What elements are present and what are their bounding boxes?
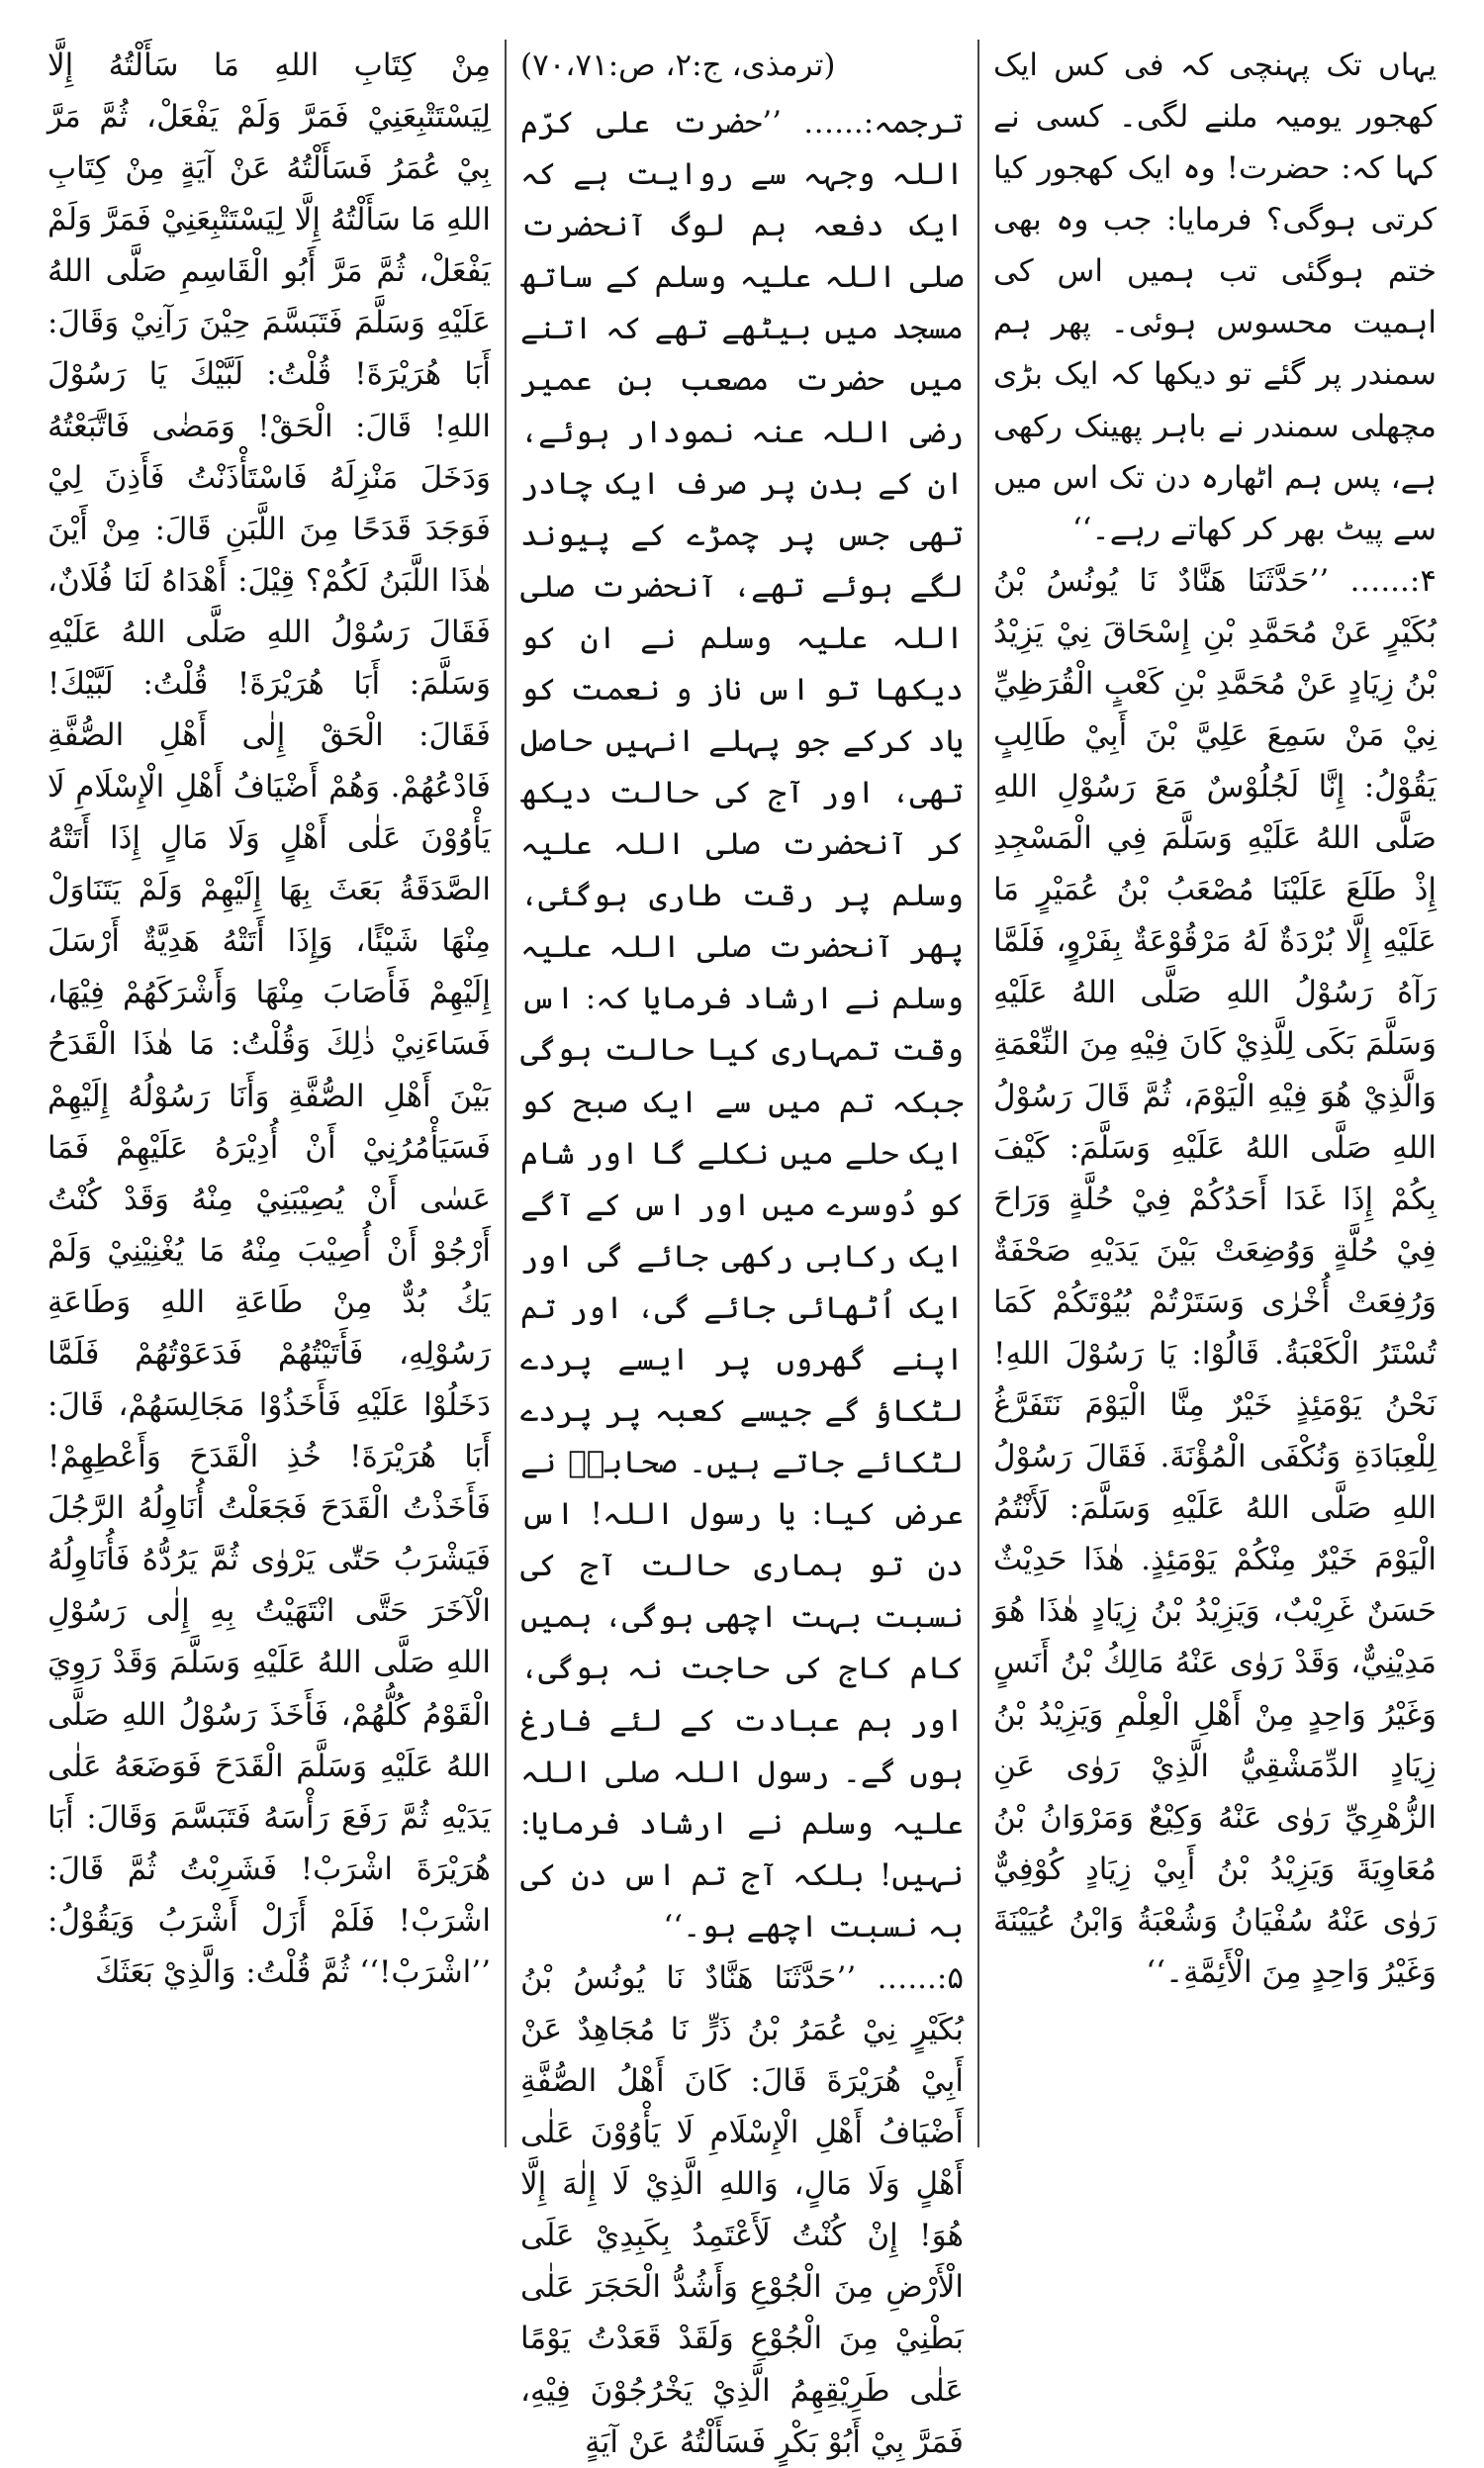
column-right bbox=[979, 40, 1450, 2147]
column-divider bbox=[977, 40, 979, 2147]
hadith-text: ۴:...… ’’حَدَّثَنَا هَنَّادٌ نَا يُونُسُ بْنُ بُكَيْرٍ عَنْ مُحَمَّدِ بْنِ إِسْحَاقَ نِيْ يَزِيْدُ بْنُ زِيَادٍ عَنْ مُحَمَّدِ بْنِ كَعْبٍ الْقُرَظِيِّ نِيْ مَنْ سَمِعَ عَلِيَّ بْنَ أَبِيْ طَالِبٍ يَقُوْلُ: إِنَّا لَجُلُوْسٌ مَعَ رَسُوْلِ اللهِ صَلَّى اللهُ عَلَيْهِ وَسَلَّمَ فِي الْمَسْجِدِ إِذْ طَلَعَ عَلَيْنَا مُصْعَبُ بْنُ عُمَيْرٍ مَا عَلَيْهِ إِلَّا بُرْدَةٌ لَهُ مَرْقُوْعَةٌ بِفَرْوٍ، فَلَمَّا رَآهُ رَسُوْلُ اللهِ صَلَّى اللهُ عَلَيْهِ وَسَلَّمَ بَكَى لِلَّذِيْ كَانَ فِيْهِ مِنَ النِّعْمَةِ وَالَّذِيْ هُوَ فِيْهِ الْيَوْمَ، ثُمَّ قَالَ رَسُوْلُ اللهِ صَلَّى اللهُ عَلَيْهِ وَسَلَّمَ: كَيْفَ بِكُمْ إِذَا غَدَا أَحَدُكُمْ فِيْ حُلَّةٍ وَرَاحَ فِيْ حُلَّةٍ وَوُضِعَتْ بَيْنَ يَدَيْهِ صَحْفَةٌ وَرُفِعَتْ أُخْرٰى وَسَتَرْتُمْ بُيُوْتَكُمْ كَمَا تُسْتَرُ الْكَعْبَةُ. قَالُوْا: يَا رَسُوْلَ اللهِ! نَحْنُ يَوْمَئِذٍ خَيْرٌ مِنَّا الْيَوْمَ نَتَفَرَّغُ لِلْعِبَادَةِ وَنُكْفَى الْمُؤْنَةَ. فَقَالَ رَسُوْلُ اللهِ صَلَّى اللهُ عَلَيْهِ وَسَلَّمَ: لَأَنْتُمُ الْيَوْمَ خَيْرٌ مِنْكُمْ يَوْمَئِذٍ. هٰذَا حَدِيْثٌ حَسَنٌ غَرِيْبٌ، وَيَزِيْدُ بْنُ زِيَادٍ هٰذَا هُوَ مَدِيْنِيٌّ، وَقَدْ رَوٰى عَنْهُ مَالِكُ بْنُ أَنَسٍ وَغَيْرُ وَاحِدٍ مِنْ أَهْلِ الْعِلْمِ وَيَزِيْدُ بْنُ زِيَادٍ الدِّمَشْقِيُّ الَّذِيْ رَوٰى عَنِ الزُّهْرِيِّ رَوٰى عَنْهُ وَكِيْعٌ وَمَرْوَانُ بْنُ مُعَاوِيَةَ وَيَزِيْدُ بْنُ أَبِيْ زِيَادٍ كُوْفِيٌّ رَوٰى عَنْهُ سُفْيَانُ وَشُعْبَةُ وَابْنُ عُيَيْنَةَ وَغَيْرُ وَاحِدٍ مِنَ الْأَئِمَّةِ۔‘‘ bbox=[993, 562, 1437, 1990]
column-left bbox=[34, 40, 505, 2147]
hadith-text: ۵:...… ’’حَدَّثَنَا هَنَّادٌ نَا يُونُسُ بْنُ بُكَيْرٍ نِيْ عُمَرُ بْنُ ذَرٍّ نَا مُجَاهِدٌ عَنْ أَبِيْ هُرَيْرَةَ قَالَ: كَانَ أَهْلُ الصُّفَّةِ أَضْيَافُ أَهْلِ الْإِسْلَامِ لَا يَأْوُوْنَ عَلٰى أَهْلٍ وَلَا مَالٍ، وَاللهِ الَّذِيْ لَا إِلٰهَ إِلَّا هُوَ! إِنْ كُنْتُ لَأَعْتَمِدُ بِكَبِدِيْ عَلَى الْأَرْضِ مِنَ الْجُوْعِ وَأَشُدُّ الْحَجَرَ عَلٰى بَطْنِيْ مِنَ الْجُوْعِ وَلَقَدْ قَعَدْتُ يَوْمًا عَلٰى طَرِيْقِهِمُ الَّذِيْ يَخْرُجُوْنَ فِيْهِ، فَمَرَّ بِيْ أَبُوْ بَكْرٍ فَسَأَلْتُهُ عَنْ آيَةٍ bbox=[520, 1959, 964, 2460]
reference-citation: (ترمذی، ج:۲، ص:۷۰،۷۱) bbox=[520, 47, 836, 83]
hadith-text: مِنْ كِتَابِ اللهِ مَا سَأَلْتُهُ إِلَّا لِيَسْتَتْبِعَنِيْ فَمَرَّ وَلَمْ يَفْعَلْ، ثُمَّ مَرَّ بِيْ عُمَرُ فَسَأَلْتُهُ عَنْ آيَةٍ مِنْ كِتَابِ اللهِ مَا سَأَلْتُهُ إِلَّا لِيَسْتَتْبِعَنِيْ فَمَرَّ وَلَمْ يَفْعَلْ، ثُمَّ مَرَّ أَبُو الْقَاسِمِ صَلَّى اللهُ عَلَيْهِ وَسَلَّمَ فَتَبَسَّمَ حِيْنَ رَآنِيْ وَقَالَ: أَبَا هُرَيْرَةَ! قُلْتُ: لَبَّيْكَ يَا رَسُوْلَ اللهِ! قَالَ: الْحَقْ! وَمَضٰى فَاتَّبَعْتُهُ وَدَخَلَ مَنْزِلَهُ فَاسْتَأْذَنْتُ فَأَذِنَ لِيْ فَوَجَدَ قَدَحًا مِنَ اللَّبَنِ قَالَ: مِنْ أَيْنَ هٰذَا اللَّبَنُ لَكُمْ؟ قِيْلَ: أَهْدَاهُ لَنَا فُلَانٌ، فَقَالَ رَسُوْلُ اللهِ صَلَّى اللهُ عَلَيْهِ وَسَلَّمَ: أَبَا هُرَيْرَةَ! قُلْتُ: لَبَّيْكَ! فَقَالَ: الْحَقْ إِلٰى أَهْلِ الصُّفَّةِ فَادْعُهُمْ. وَهُمْ أَضْيَافُ أَهْلِ الْإِسْلَامِ لَا يَأْوُوْنَ عَلٰى أَهْلٍ وَلَا مَالٍ إِذَا أَتَتْهُ الصَّدَقَةُ بَعَثَ بِهَا إِلَيْهِمْ وَلَمْ يَتَنَاوَلْ مِنْهَا شَيْئًا، وَإِذَا أَتَتْهُ هَدِيَّةٌ أَرْسَلَ إِلَيْهِمْ فَأَصَابَ مِنْهَا وَأَشْرَكَهُمْ فِيْهَا، فَسَاءَنِيْ ذٰلِكَ وَقُلْتُ: مَا هٰذَا الْقَدَحُ بَيْنَ أَهْلِ الصُّفَّةِ وَأَنَا رَسُوْلُهُ إِلَيْهِمْ فَسَيَأْمُرُنِيْ أَنْ أُدِيْرَهُ عَلَيْهِمْ فَمَا عَسٰى أَنْ يُصِيْبَنِيْ مِنْهُ وَقَدْ كُنْتُ أَرْجُوْ أَنْ أُصِيْبَ مِنْهُ مَا يُغْنِيْنِيْ وَلَمْ يَكُ بُدٌّ مِنْ طَاعَةِ اللهِ وَطَاعَةِ رَسُوْلِهِ، فَأَتَيْتُهُمْ فَدَعَوْتُهُمْ فَلَمَّا دَخَلُوْا عَلَيْهِ فَأَخَذُوْا مَجَالِسَهُمْ، قَالَ: أَبَا هُرَيْرَةَ! خُذِ الْقَدَحَ وَأَعْطِهِمْ! فَأَخَذْتُ الْقَدَحَ فَجَعَلْتُ أُنَاوِلُهُ الرَّجُلَ فَيَشْرَبُ حَتّٰى يَرْوٰى ثُمَّ يَرُدُّهُ فَأُنَاوِلُهُ الْآخَرَ حَتَّى انْتَهَيْتُ بِهِ إِلٰى رَسُوْلِ اللهِ صَلَّى اللهُ عَلَيْهِ وَسَلَّمَ وَقَدْ رَوِيَ الْقَوْمُ كُلُّهُمْ، فَأَخَذَ رَسُوْلُ اللهِ صَلَّى اللهُ عَلَيْهِ وَسَلَّمَ الْقَدَحَ فَوَضَعَهُ عَلٰى يَدَيْهِ ثُمَّ رَفَعَ رَأْسَهُ فَتَبَسَّمَ وَقَالَ: أَبَا هُرَيْرَةَ اشْرَبْ! فَشَرِبْتُ ثُمَّ قَالَ: اشْرَبْ! فَلَمْ أَزَلْ أَشْرَبُ وَيَقُوْلُ: ’’اشْرَبْ!‘‘ ثُمَّ قُلْتُ: وَالَّذِيْ بَعَثَكَ bbox=[47, 47, 491, 1990]
paragraph: یہاں تک پہنچی کہ فی کس ایک کھجور یومیہ ملنے لگی۔ کسی نے کہا کہ: حضرت! وہ ایک کھجور کیا کرتی ہوگی؟ فرمایا: جب وہ بھی ختم ہوگئی تب ہمیں اس کی اہمیت محسوس ہوئی۔ پھر ہم سمندر پر گئے تو دیکھا کہ ایک بڑی مچھلی سمندر نے باہر پھینک رکھی ہے، پس ہم اٹھارہ دن تک اس میں سے پیٹ بھر کر کھاتے رہے۔‘‘ bbox=[993, 47, 1437, 547]
translation-paragraph: ترجمہ:...… ’’حضرت علی کرّم اللہ وجہہ سے روایت ہے کہ ایک دفعہ ہم لوگ آنحضرت صلی اللہ علیہ وسلم کے ساتھ مسجد میں بیٹھے تھے کہ اتنے میں حضرت مصعب بن عمیر رضی اللہ عنہ نمودار ہوئے، ان کے بدن پر صرف ایک چادر تھی جس پر چمڑے کے پیوند لگے ہوئے تھے، آنحضرت صلی اللہ علیہ وسلم نے ان کو دیکھا تو اس ناز و نعمت کو یاد کرکے جو پہلے انہیں حاصل تھی، اور آج کی حالت دیکھ کر آنحضرت صلی اللہ علیہ وسلم پر رقت طاری ہوگئی، پھر آنحضرت صلی اللہ علیہ وسلم نے ارشاد فرمایا کہ: اس وقت تمہاری کیا حالت ہوگی جبکہ تم میں سے ایک صبح کو ایک حلے میں نکلے گا اور شام کو دُوسرے میں اور اس کے آگے ایک رکابی رکھی جائے گی اور ایک اُٹھائی جائے گی، اور تم اپنے گھروں پر ایسے پردے لٹکاؤ گے جیسے کعبہ پر پردے لٹکائے جاتے ہیں۔ صحابہؓ نے عرض کیا: یا رسول اللہ! اس دن تو ہماری حالت آج کی نسبت بہت اچھی ہوگی، ہمیں کام کاج کی حاجت نہ ہوگی، اور ہم عبادت کے لئے فارغ ہوں گے۔ رسول اللہ صلی اللہ علیہ وسلم نے ارشاد فرمایا: نہیں! بلکہ آج تم اس دن کی بہ نسبت اچھے ہو۔‘‘ bbox=[520, 105, 964, 1945]
column-divider bbox=[505, 40, 507, 2147]
column-middle bbox=[507, 40, 977, 2460]
